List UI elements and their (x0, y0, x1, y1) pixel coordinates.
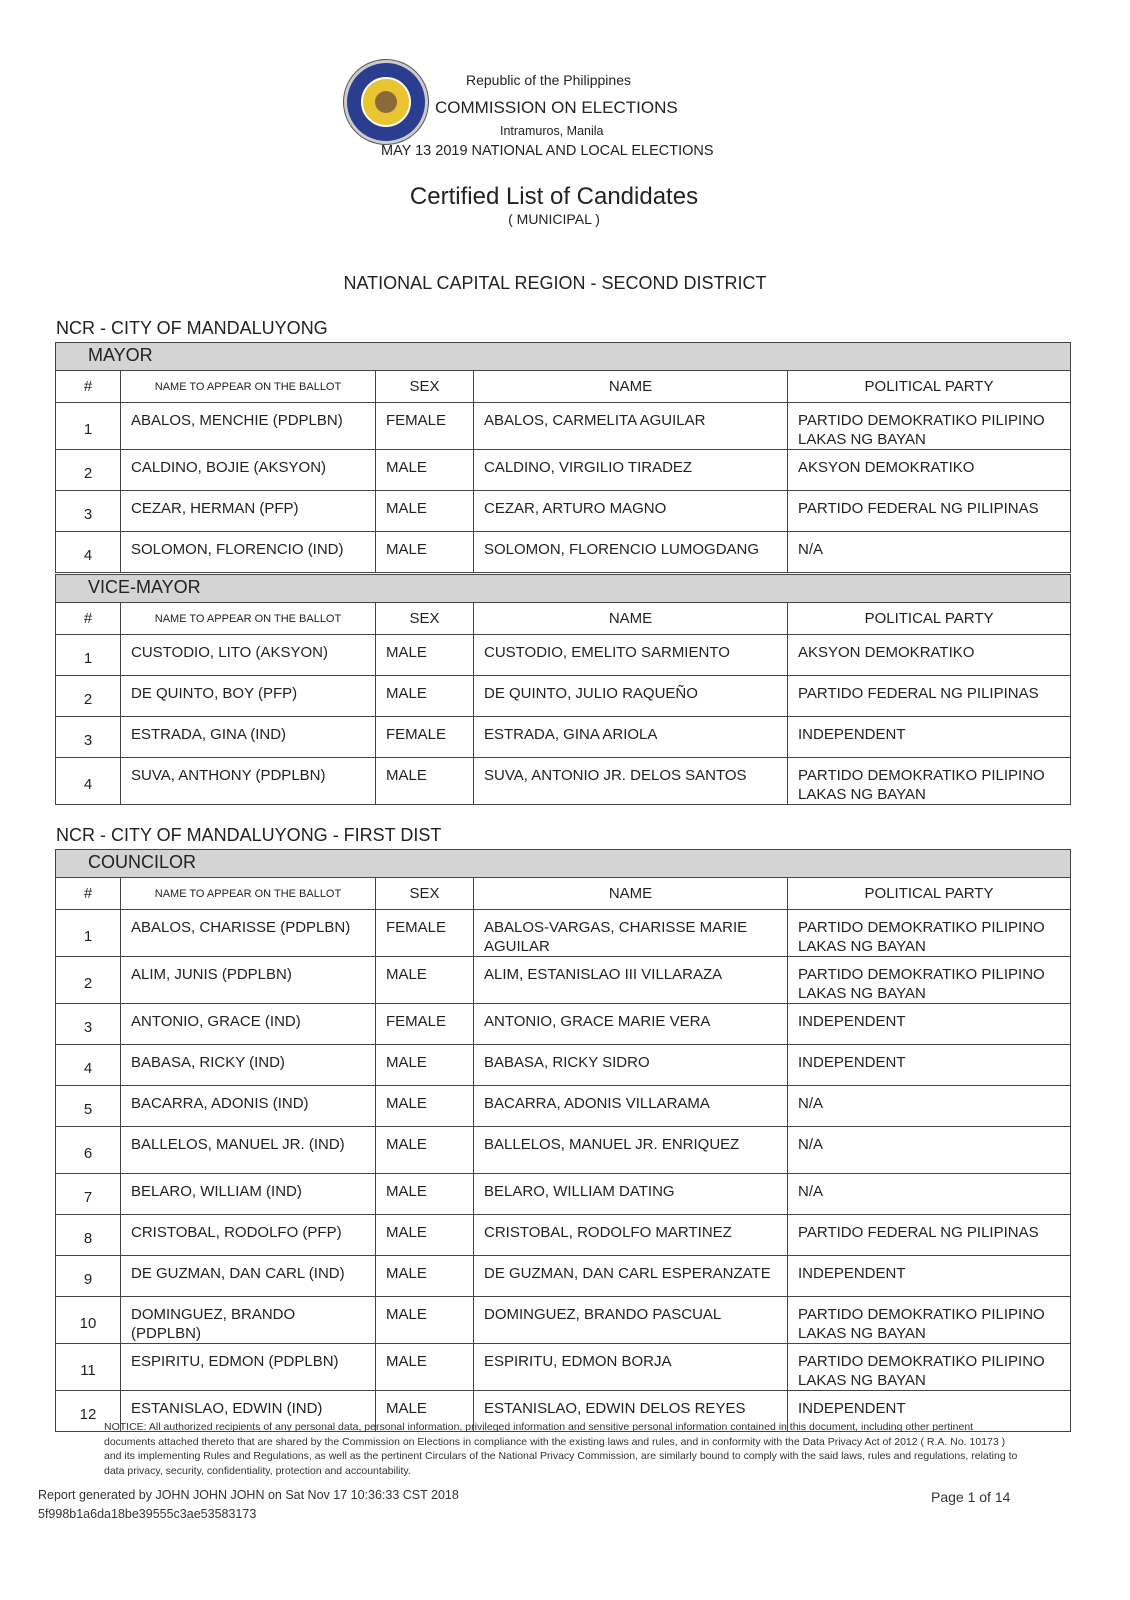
row-number: 8 (56, 1215, 121, 1256)
row-number: 4 (56, 1045, 121, 1086)
full-name: CALDINO, VIRGILIO TIRADEZ (474, 450, 788, 491)
sex: MALE (376, 957, 474, 1004)
political-party: N/A (788, 1174, 1071, 1215)
table-row (56, 635, 1071, 676)
table-row (56, 910, 1071, 957)
sex: MALE (376, 450, 474, 491)
table-row (56, 1004, 1071, 1045)
col-name-header: NAME (474, 603, 788, 635)
table-row (56, 957, 1071, 1004)
candidates-table (55, 342, 1071, 573)
row-number: 11 (56, 1344, 121, 1391)
row-number: 3 (56, 717, 121, 758)
row-number: 1 (56, 403, 121, 450)
full-name: SUVA, ANTONIO JR. DELOS SANTOS (474, 758, 788, 805)
ballot-name: BELARO, WILLIAM (IND) (121, 1174, 376, 1215)
sex: FEMALE (376, 717, 474, 758)
section-heading: NCR - CITY OF MANDALUYONG - FIRST DIST (56, 825, 442, 845)
republic-label: Republic of the Philippines (466, 72, 631, 88)
ballot-name: ABALOS, CHARISSE (PDPLBN) (121, 910, 376, 957)
political-party: INDEPENDENT (788, 1391, 1071, 1432)
table-row (56, 403, 1071, 450)
political-party: N/A (788, 532, 1071, 573)
ballot-name: ESPIRITU, EDMON (PDPLBN) (121, 1344, 376, 1391)
political-party: INDEPENDENT (788, 717, 1071, 758)
page-title: Certified List of Candidates (409, 183, 699, 210)
political-party: AKSYON DEMOKRATIKO (788, 450, 1071, 491)
full-name: BABASA, RICKY SIDRO (474, 1045, 788, 1086)
full-name: ANTONIO, GRACE MARIE VERA (474, 1004, 788, 1045)
row-number: 10 (56, 1297, 121, 1344)
row-number: 2 (56, 676, 121, 717)
sex: MALE (376, 1086, 474, 1127)
election-label: MAY 13 2019 NATIONAL AND LOCAL ELECTIONS (381, 143, 714, 159)
row-number: 5 (56, 1086, 121, 1127)
row-number: 2 (56, 450, 121, 491)
sex: FEMALE (376, 1004, 474, 1045)
political-party: PARTIDO DEMOKRATIKO PILIPINO LAKAS NG BAYAN (788, 910, 1071, 957)
full-name: ALIM, ESTANISLAO III VILLARAZA (474, 957, 788, 1004)
political-party: PARTIDO DEMOKRATIKO PILIPINO LAKAS NG BAYAN (788, 403, 1071, 450)
sex: MALE (376, 1127, 474, 1174)
col-party-header: POLITICAL PARTY (788, 603, 1071, 635)
sex: MALE (376, 758, 474, 805)
col-sex-header: SEX (376, 371, 474, 403)
full-name: ESTANISLAO, EDWIN DELOS REYES (474, 1391, 788, 1432)
full-name: ABALOS-VARGAS, CHARISSE MARIE AGUILAR (474, 910, 788, 957)
row-number: 3 (56, 1004, 121, 1045)
col-name-header: NAME (474, 371, 788, 403)
political-party: PARTIDO DEMOKRATIKO PILIPINO LAKAS NG BAYAN (788, 1297, 1071, 1344)
sex: MALE (376, 1256, 474, 1297)
full-name: DE QUINTO, JULIO RAQUEÑO (474, 676, 788, 717)
section-heading: NCR - CITY OF MANDALUYONG (56, 318, 328, 338)
report-hash: 5f998b1a6da18be39555c3ae53583173 (38, 1507, 257, 1521)
ballot-name: CALDINO, BOJIE (AKSYON) (121, 450, 376, 491)
ballot-name: DE QUINTO, BOY (PFP) (121, 676, 376, 717)
col-party-header: POLITICAL PARTY (788, 878, 1071, 910)
row-number: 4 (56, 532, 121, 573)
ballot-name: CEZAR, HERMAN (PFP) (121, 491, 376, 532)
table-row (56, 450, 1071, 491)
row-number: 1 (56, 635, 121, 676)
political-party: PARTIDO DEMOKRATIKO PILIPINO LAKAS NG BAYAN (788, 957, 1071, 1004)
sex: MALE (376, 1344, 474, 1391)
row-number: 3 (56, 491, 121, 532)
table-row (56, 1045, 1071, 1086)
location-label: Intramuros, Manila (500, 124, 604, 138)
page-number: Page 1 of 14 (931, 1489, 1011, 1505)
table-row (56, 717, 1071, 758)
full-name: BALLELOS, MANUEL JR. ENRIQUEZ (474, 1127, 788, 1174)
political-party: N/A (788, 1127, 1071, 1174)
political-party: PARTIDO DEMOKRATIKO PILIPINO LAKAS NG BAYAN (788, 1344, 1071, 1391)
sex: MALE (376, 1391, 474, 1432)
sex: MALE (376, 532, 474, 573)
row-number: 1 (56, 910, 121, 957)
position-heading: MAYOR (56, 343, 1071, 371)
table-row (56, 1086, 1071, 1127)
col-ballot-name-header: NAME TO APPEAR ON THE BALLOT (121, 603, 376, 635)
full-name: CUSTODIO, EMELITO SARMIENTO (474, 635, 788, 676)
col-party-header: POLITICAL PARTY (788, 371, 1071, 403)
sex: MALE (376, 1297, 474, 1344)
political-party: N/A (788, 1086, 1071, 1127)
ballot-name: ALIM, JUNIS (PDPLBN) (121, 957, 376, 1004)
table-row (56, 676, 1071, 717)
full-name: CEZAR, ARTURO MAGNO (474, 491, 788, 532)
ballot-name: SUVA, ANTHONY (PDPLBN) (121, 758, 376, 805)
table-row (56, 758, 1071, 805)
privacy-notice: NOTICE: All authorized recipients of any personal data, personal information, privileged information and sensitive personal information contained in this document, including other pertinent documents attached thereto that are shared by the Commission on Elections in compliance with the existing laws and rules, and in conformity with the Data Privacy Act of 2012 ( R.A. No. 10173 ) and its implementing Rules and Regulations, as well as the pertinent Circulars of the National Privacy Commission, are similarly bound to comply with the said laws, rules and regulations, relating to data privacy, security, confidentiality, protection and accountability. (104, 1421, 1018, 1477)
political-party: PARTIDO FEDERAL NG PILIPINAS (788, 1215, 1071, 1256)
political-party: PARTIDO FEDERAL NG PILIPINAS (788, 676, 1071, 717)
row-number: 6 (56, 1127, 121, 1174)
col-number-header: # (56, 371, 121, 403)
table-row (56, 1344, 1071, 1391)
table-row (56, 1174, 1071, 1215)
row-number: 4 (56, 758, 121, 805)
sex: MALE (376, 1045, 474, 1086)
full-name: BACARRA, ADONIS VILLARAMA (474, 1086, 788, 1127)
table-row (56, 1127, 1071, 1174)
col-name-header: NAME (474, 878, 788, 910)
ballot-name: BACARRA, ADONIS (IND) (121, 1086, 376, 1127)
row-number: 7 (56, 1174, 121, 1215)
region-heading: NATIONAL CAPITAL REGION - SECOND DISTRICT (343, 273, 767, 293)
full-name: ABALOS, CARMELITA AGUILAR (474, 403, 788, 450)
political-party: PARTIDO FEDERAL NG PILIPINAS (788, 491, 1071, 532)
ballot-name: ABALOS, MENCHIE (PDPLBN) (121, 403, 376, 450)
row-number: 9 (56, 1256, 121, 1297)
ballot-name: BABASA, RICKY (IND) (121, 1045, 376, 1086)
sex: FEMALE (376, 910, 474, 957)
political-party: INDEPENDENT (788, 1004, 1071, 1045)
ballot-name: ANTONIO, GRACE (IND) (121, 1004, 376, 1045)
sex: MALE (376, 1174, 474, 1215)
ballot-name: BALLELOS, MANUEL JR. (IND) (121, 1127, 376, 1174)
comelec-seal (344, 60, 428, 144)
ballot-name: CUSTODIO, LITO (AKSYON) (121, 635, 376, 676)
position-heading: COUNCILOR (56, 850, 1071, 878)
col-number-header: # (56, 878, 121, 910)
page-subtitle: ( MUNICIPAL ) (508, 211, 600, 227)
full-name: ESTRADA, GINA ARIOLA (474, 717, 788, 758)
position-heading: VICE-MAYOR (56, 575, 1071, 603)
table-row (56, 1297, 1071, 1344)
political-party: PARTIDO DEMOKRATIKO PILIPINO LAKAS NG BAYAN (788, 758, 1071, 805)
full-name: SOLOMON, FLORENCIO LUMOGDANG (474, 532, 788, 573)
col-ballot-name-header: NAME TO APPEAR ON THE BALLOT (121, 371, 376, 403)
table-row (56, 1256, 1071, 1297)
ballot-name: DOMINGUEZ, BRANDO (PDPLBN) (121, 1297, 376, 1344)
full-name: DE GUZMAN, DAN CARL ESPERANZATE (474, 1256, 788, 1297)
sex: MALE (376, 1215, 474, 1256)
sex: MALE (376, 635, 474, 676)
report-generated: Report generated by JOHN JOHN JOHN on Sat Nov 17 10:36:33 CST 2018 (38, 1488, 459, 1502)
col-sex-header: SEX (376, 603, 474, 635)
table-row (56, 1215, 1071, 1256)
table-row (56, 532, 1071, 573)
political-party: AKSYON DEMOKRATIKO (788, 635, 1071, 676)
sex: MALE (376, 676, 474, 717)
political-party: INDEPENDENT (788, 1256, 1071, 1297)
ballot-name: ESTRADA, GINA (IND) (121, 717, 376, 758)
row-number: 12 (56, 1391, 121, 1432)
col-sex-header: SEX (376, 878, 474, 910)
candidates-table (55, 849, 1071, 1432)
ballot-name: SOLOMON, FLORENCIO (IND) (121, 532, 376, 573)
full-name: BELARO, WILLIAM DATING (474, 1174, 788, 1215)
political-party: INDEPENDENT (788, 1045, 1071, 1086)
row-number: 2 (56, 957, 121, 1004)
sex: FEMALE (376, 403, 474, 450)
full-name: CRISTOBAL, RODOLFO MARTINEZ (474, 1215, 788, 1256)
col-ballot-name-header: NAME TO APPEAR ON THE BALLOT (121, 878, 376, 910)
ballot-name: CRISTOBAL, RODOLFO (PFP) (121, 1215, 376, 1256)
col-number-header: # (56, 603, 121, 635)
candidates-table (55, 574, 1071, 805)
ballot-name: DE GUZMAN, DAN CARL (IND) (121, 1256, 376, 1297)
commission-label: COMMISSION ON ELECTIONS (435, 98, 678, 117)
full-name: ESPIRITU, EDMON BORJA (474, 1344, 788, 1391)
sex: MALE (376, 491, 474, 532)
full-name: DOMINGUEZ, BRANDO PASCUAL (474, 1297, 788, 1344)
table-row (56, 491, 1071, 532)
ballot-name: ESTANISLAO, EDWIN (IND) (121, 1391, 376, 1432)
